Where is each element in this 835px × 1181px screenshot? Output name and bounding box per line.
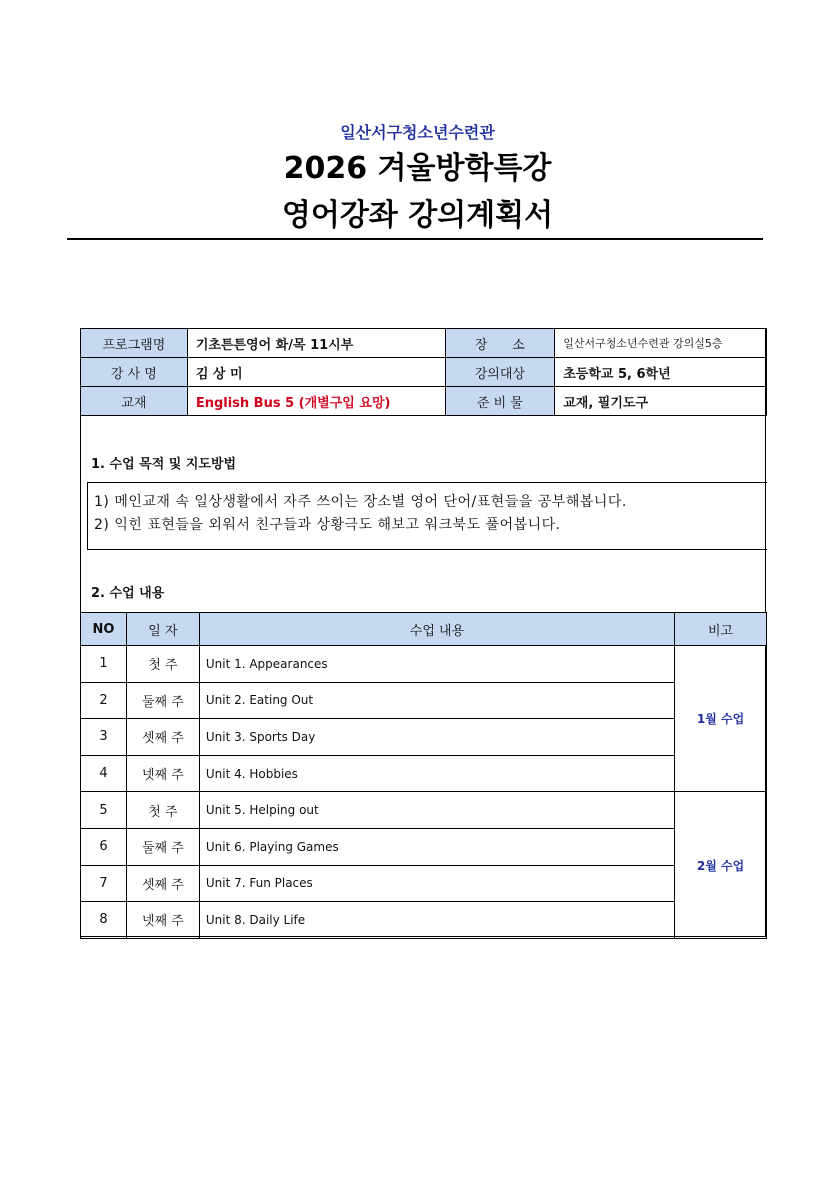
table-row <box>81 828 767 865</box>
row-no: 5 <box>81 792 127 829</box>
row-note: 2월 수업 <box>675 792 767 938</box>
organization-name: 일산서구청소년수련관 <box>340 123 495 142</box>
row-content: Unit 5. Helping out <box>199 792 674 829</box>
row-no: 1 <box>81 646 127 683</box>
row-content: Unit 1. Appearances <box>199 646 674 683</box>
section1-heading: 1. 수업 목적 및 지도방법 <box>91 457 237 472</box>
column-header: NO <box>81 613 127 646</box>
row-no: 6 <box>81 828 127 865</box>
info-row <box>81 329 767 358</box>
instructor-label: 강 사 명 <box>81 358 188 387</box>
row-no: 8 <box>81 902 127 939</box>
column-header: 비고 <box>675 613 767 646</box>
row-week: 넷째 주 <box>126 755 199 792</box>
program-label: 프로그램명 <box>81 329 188 358</box>
row-content: Unit 7. Fun Places <box>199 865 674 902</box>
goals-box <box>87 482 767 550</box>
supplies-label: 준 비 물 <box>445 387 555 416</box>
program-info-table <box>80 328 767 416</box>
target-label: 강의대상 <box>445 358 555 387</box>
row-week: 셋째 주 <box>126 719 199 756</box>
page-title-line2: 영어강좌 강의계획서 <box>281 198 554 233</box>
row-no: 2 <box>81 682 127 719</box>
row-note: 1월 수업 <box>675 646 767 792</box>
table-row <box>81 792 767 829</box>
row-no: 3 <box>81 719 127 756</box>
table-row <box>81 682 767 719</box>
info-row <box>81 358 767 387</box>
row-content: Unit 6. Playing Games <box>199 828 674 865</box>
row-week: 둘째 주 <box>126 682 199 719</box>
row-week: 넷째 주 <box>126 902 199 939</box>
textbook-value: English Bus 5 (개별구입 요망) <box>187 387 445 416</box>
schedule-header-row <box>81 613 767 646</box>
row-week: 첫 주 <box>126 792 199 829</box>
title-divider <box>67 238 763 240</box>
info-row <box>81 387 767 416</box>
table-row <box>81 902 767 939</box>
page-title-line1: 2026 겨울방학특강 <box>283 151 552 186</box>
goal-item: 1) 메인교재 속 일상생활에서 자주 쓰이는 장소별 영어 단어/표현들을 공부해봅니다. <box>94 494 627 510</box>
textbook-label: 교재 <box>81 387 188 416</box>
schedule-table <box>80 612 767 939</box>
table-row <box>81 646 767 683</box>
table-row <box>81 755 767 792</box>
row-week: 셋째 주 <box>126 865 199 902</box>
instructor-value: 김 상 미 <box>187 358 445 387</box>
target-value: 초등학교 5, 6학년 <box>555 358 767 387</box>
table-row <box>81 865 767 902</box>
table-row <box>81 719 767 756</box>
program-value: 기초튼튼영어 화/목 11시부 <box>187 329 445 358</box>
place-value: 일산서구청소년수련관 강의실5층 <box>555 329 767 358</box>
row-week: 둘째 주 <box>126 828 199 865</box>
row-no: 7 <box>81 865 127 902</box>
row-content: Unit 3. Sports Day <box>199 719 674 756</box>
supplies-value: 교재, 필기도구 <box>555 387 767 416</box>
row-content: Unit 4. Hobbies <box>199 755 674 792</box>
row-no: 4 <box>81 755 127 792</box>
column-header: 수업 내용 <box>199 613 674 646</box>
row-week: 첫 주 <box>126 646 199 683</box>
row-content: Unit 8. Daily Life <box>199 902 674 939</box>
goal-item: 2) 익힌 표현들을 외워서 친구들과 상황극도 해보고 워크북도 풀어봅니다. <box>94 517 561 533</box>
place-label: 장 소 <box>445 329 555 358</box>
column-header: 일 자 <box>126 613 199 646</box>
section2-heading: 2. 수업 내용 <box>91 586 165 601</box>
row-content: Unit 2. Eating Out <box>199 682 674 719</box>
